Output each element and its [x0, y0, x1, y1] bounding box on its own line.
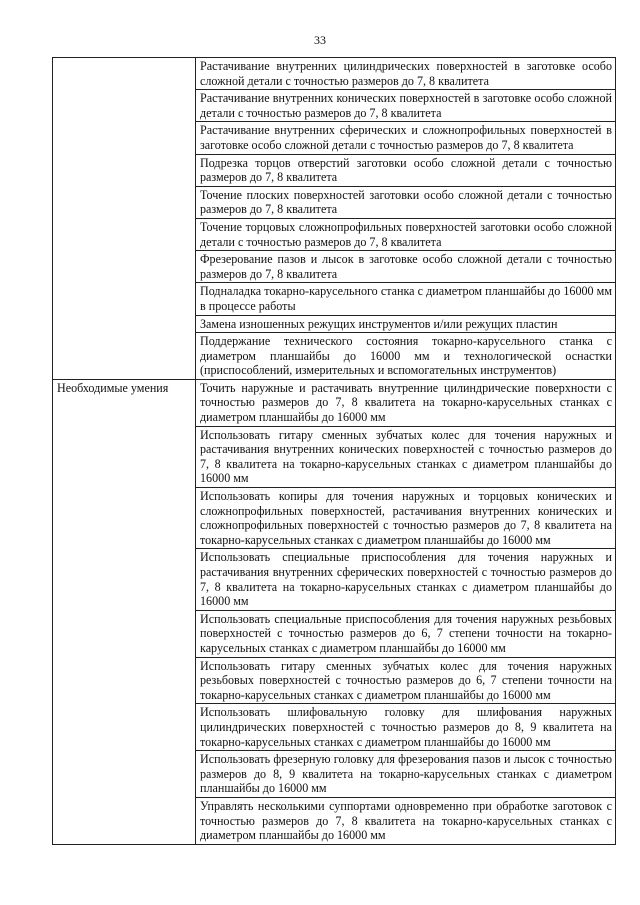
item-description-cell: Замена изношенных режущих инструментов и/или режущих пластин: [196, 315, 616, 333]
section-label-cell: [53, 58, 196, 380]
item-description-cell: Точить наружные и растачивать внутренние цилиндрические поверхности с точностью размеров до 7, 8 квалитета на токарно-карусельных станках с диаметром планшайбы до 16000 мм: [196, 379, 616, 426]
table-row: [53, 379, 616, 426]
item-description-cell: Подрезка торцов отверстий заготовки особо сложной детали с точностью размеров до 7, 8 квалитета: [196, 154, 616, 186]
item-description-cell: Использовать специальные приспособления для точения наружных и растачивания внутренних сферических поверхностей с точностью размеров до 7, 8 квалитета на токарно-карусельных станках с диаметром планшайбы до 16000 мм: [196, 549, 616, 610]
item-description-cell: Поддержание технического состояния токарно-карусельного станка с диаметром планшайбы до 16000 мм и технологической оснастки (приспособлений, измерительных и вспомогательных инструментов): [196, 333, 616, 380]
item-description-cell: Использовать специальные приспособления для точения наружных резьбовых поверхностей с точностью размеров до 6, 7 степени точности на токарно-карусельных станках с диаметром планшайбы до 16000 мм: [196, 610, 616, 657]
table-row: [53, 58, 616, 90]
item-description-cell: Растачивание внутренних цилиндрических поверхностей в заготовке особо сложной детали с точностью размеров до 7, 8 квалитета: [196, 58, 616, 90]
requirements-table-body: [53, 58, 616, 845]
item-description-cell: Точение торцовых сложнопрофильных поверхностей заготовки особо сложной детали с точностью размеров до 7, 8 квалитета: [196, 218, 616, 250]
item-description-cell: Точение плоских поверхностей заготовки особо сложной детали с точностью размеров до 7, 8 квалитета: [196, 186, 616, 218]
item-description-cell: Растачивание внутренних конических поверхностей в заготовке особо сложной детали с точностью размеров до 7, 8 квалитета: [196, 90, 616, 122]
item-description-cell: Использовать фрезерную головку для фрезерования пазов и лысок с точностью размеров до 8, 9 квалитета на токарно-карусельных станках с диаметром планшайбы до 16000 мм: [196, 751, 616, 798]
item-description-cell: Использовать гитару сменных зубчатых колес для точения наружных резьбовых поверхностей с точностью размеров до 6, 7 степени точности на токарно-карусельных станках с диаметром планшайбы до 16000 мм: [196, 657, 616, 704]
item-description-cell: Фрезерование пазов и лысок в заготовке особо сложной детали с точностью размеров до 7, 8 квалитета: [196, 251, 616, 283]
item-description-cell: Использовать шлифовальную головку для шлифования наружных цилиндрических поверхностей с точностью размеров до 8, 9 квалитета на токарно-карусельных станках с диаметром планшайбы до 16000 мм: [196, 704, 616, 751]
item-description-cell: Использовать копиры для точения наружных и торцовых конических и сложнопрофильных поверхностей, растачивания внутренних конических и сложнопрофильных поверхностей с точностью размеров до 7, 8 квалитета на токарно-карусельных станках с диаметром планшайбы до 16000 мм: [196, 488, 616, 549]
section-label-cell: Необходимые умения: [53, 379, 196, 844]
item-description-cell: Управлять несколькими суппортами одновременно при обработке заготовок с точностью размеров до 7, 8 квалитета на токарно-карусельных станках с диаметром планшайбы до 16000 мм: [196, 797, 616, 844]
item-description-cell: Растачивание внутренних сферических и сложнопрофильных поверхностей в заготовке особо сложной детали с точностью размеров до 7, 8 квалитета: [196, 122, 616, 154]
requirements-table: [52, 57, 616, 845]
item-description-cell: Подналадка токарно-карусельного станка с диаметром планшайбы до 16000 мм в процессе работы: [196, 283, 616, 315]
page-number: 33: [314, 33, 326, 47]
item-description-cell: Использовать гитару сменных зубчатых колес для точения наружных и растачивания внутренних конических поверхностей с точностью размеров до 7, 8 квалитета на токарно-карусельных станках с диаметром планшайбы до 16000 мм: [196, 426, 616, 487]
